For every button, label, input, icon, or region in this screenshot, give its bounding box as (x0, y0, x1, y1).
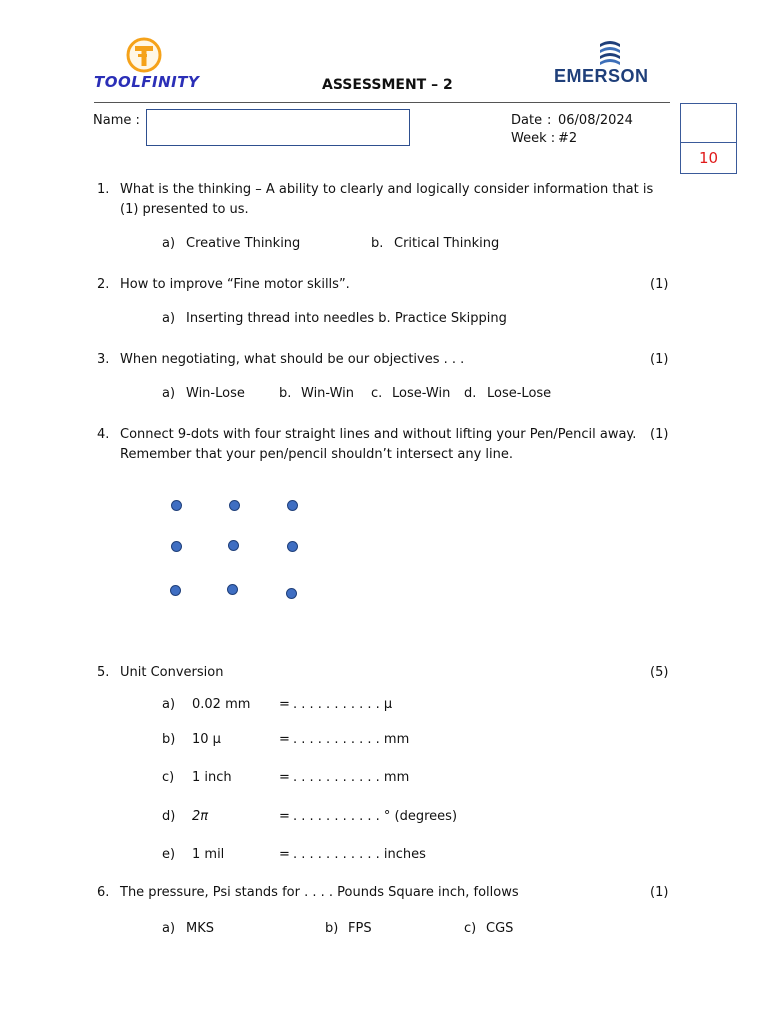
question-1-text-line-2: (1) presented to us. (120, 202, 249, 217)
question-4-marks: (1) (650, 427, 669, 442)
q1-option-a-label: a) (162, 236, 176, 251)
date-label: Date (511, 113, 543, 128)
question-2-number: 2. (97, 277, 110, 292)
conversion-b-value: 10 μ (192, 732, 221, 747)
conversion-b-blank[interactable]: . . . . . . . . . . . mm (293, 732, 410, 747)
q6-option-b-label: b) (325, 921, 339, 936)
conversion-a-label: a) (162, 697, 176, 712)
question-4-number: 4. (97, 427, 110, 442)
toolfinity-logo-text-a: TOOL (94, 73, 142, 91)
q3-option-c-label: c. (371, 386, 383, 401)
q3-option-b-label: b. (279, 386, 292, 401)
conversion-a-value: 0.02 mm (192, 697, 251, 712)
q2-option-a-label: a) (162, 311, 176, 326)
emerson-logo-text: EMERSON (554, 66, 649, 86)
question-3-number: 3. (97, 352, 110, 367)
conversion-d-blank[interactable]: . . . . . . . . . . . ° (degrees) (293, 809, 458, 824)
toolfinity-logo-text-b: FINITY (141, 73, 200, 91)
question-6-marks: (1) (650, 885, 669, 900)
conversion-b-equals: = (279, 732, 290, 747)
question-4-text-line-2: Remember that your pen/pencil shouldn’t intersect any line. (120, 447, 513, 462)
conversion-c-blank[interactable]: . . . . . . . . . . . mm (293, 770, 410, 785)
question-5-text: Unit Conversion (120, 665, 224, 680)
question-2-marks: (1) (650, 277, 669, 292)
header-rule (94, 102, 670, 103)
q3-option-d-label: d. (464, 386, 477, 401)
conversion-c-value: 1 inch (192, 770, 232, 785)
score-box (680, 103, 737, 174)
date-value: 06/08/2024 (558, 113, 633, 128)
question-6-text: The pressure, Psi stands for . . . . Pounds Square inch, follows (120, 885, 519, 900)
question-1-text-line-1: What is the thinking – A ability to clearly and logically consider information that is (120, 182, 654, 197)
puzzle-dot (227, 584, 238, 595)
emerson-emblem-icon (596, 38, 624, 68)
question-6-number: 6. (97, 885, 110, 900)
conversion-b-label: b) (162, 732, 176, 747)
question-1-number: 1. (97, 182, 110, 197)
question-2-text: How to improve “Fine motor skills”. (120, 277, 350, 292)
puzzle-dot (171, 500, 182, 511)
puzzle-dot (228, 540, 239, 551)
q3-option-a-text: Win-Lose (186, 386, 245, 401)
page-title: ASSESSMENT – 2 (322, 77, 453, 93)
q2-option-a-text: Inserting thread into needles b. Practice Skipping (186, 311, 507, 326)
q3-option-d-text: Lose-Lose (487, 386, 552, 401)
q6-option-c-text: CGS (486, 921, 514, 936)
toolfinity-emblem-icon (124, 36, 164, 76)
conversion-e-value: 1 mil (192, 847, 225, 862)
week-value: #2 (558, 131, 578, 146)
question-5-number: 5. (97, 665, 110, 680)
puzzle-dot (170, 585, 181, 596)
date-separator: : (547, 113, 552, 128)
conversion-a-equals: = (279, 697, 290, 712)
conversion-e-label: e) (162, 847, 176, 862)
puzzle-dot (287, 500, 298, 511)
conversion-e-blank[interactable]: . . . . . . . . . . . inches (293, 847, 426, 862)
q1-option-b-text: Critical Thinking (394, 236, 500, 251)
q1-option-b-label: b. (371, 236, 384, 251)
q3-option-a-label: a) (162, 386, 176, 401)
puzzle-dot (229, 500, 240, 511)
score-value: 10 (698, 149, 719, 167)
puzzle-dot (287, 541, 298, 552)
q6-option-c-label: c) (464, 921, 477, 936)
puzzle-dot (286, 588, 297, 599)
conversion-d-label: d) (162, 809, 176, 824)
conversion-c-label: c) (162, 770, 175, 785)
question-3-text: When negotiating, what should be our objectives . . . (120, 352, 465, 367)
conversion-d-equals: = (279, 809, 290, 824)
puzzle-dot (171, 541, 182, 552)
question-3-marks: (1) (650, 352, 669, 367)
q6-option-a-text: MKS (186, 921, 214, 936)
q6-option-a-label: a) (162, 921, 176, 936)
conversion-d-value: 2π (192, 809, 209, 824)
question-5-marks: (5) (650, 665, 669, 680)
question-4-text-line-1: Connect 9-dots with four straight lines and without lifting your Pen/Pencil away. (120, 427, 637, 442)
week-label: Week : (511, 131, 556, 146)
conversion-c-equals: = (279, 770, 290, 785)
conversion-a-blank[interactable]: . . . . . . . . . . . μ (293, 697, 393, 712)
toolfinity-logo (94, 36, 206, 92)
score-divider (681, 142, 736, 143)
q3-option-b-text: Win-Win (301, 386, 355, 401)
q3-option-c-text: Lose-Win (392, 386, 451, 401)
q1-option-a-text: Creative Thinking (186, 236, 301, 251)
conversion-e-equals: = (279, 847, 290, 862)
name-field[interactable] (146, 109, 410, 146)
q6-option-b-text: FPS (348, 921, 372, 936)
emerson-logo (552, 38, 672, 88)
name-label: Name : (93, 113, 140, 128)
